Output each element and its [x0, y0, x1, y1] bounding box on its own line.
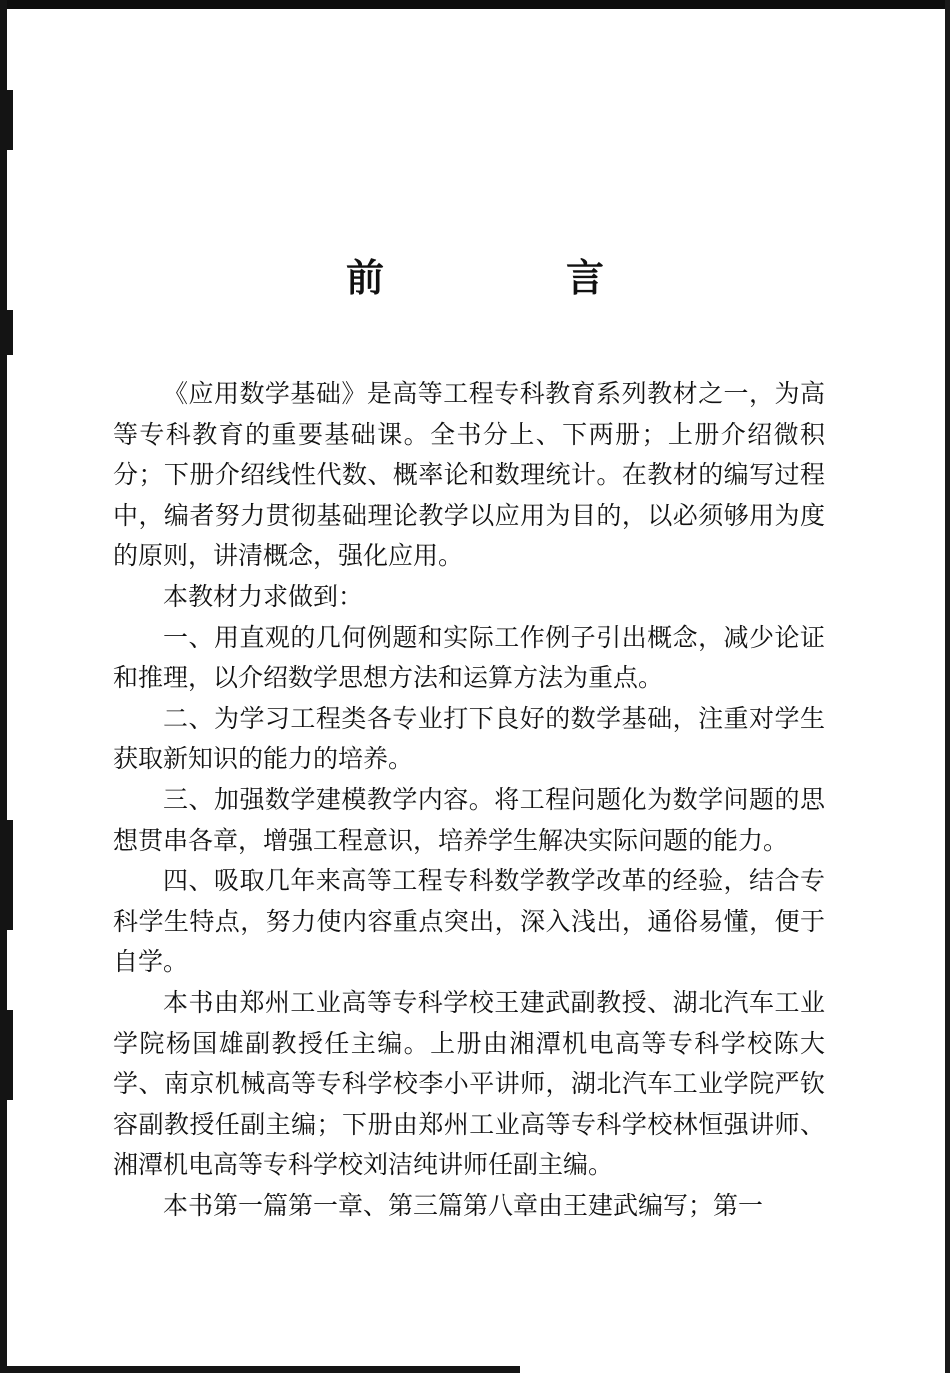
paragraph-goal-3: 三、加强数学建模教学内容。将工程问题化为数学问题的思想贯串各章，增强工程意识，培养学生解决实际问题的能力。	[113, 784, 825, 855]
scan-edge-left	[0, 0, 7, 1373]
paragraph-intro: 《应用数学基础》是高等工程专科教育系列教材之一，为高等专科教育的重要基础课。全书分上、下两册；上册介绍微积分；下册介绍线性代数、概率论和数理统计。在教材的编写过程中，编者努力贯彻基础理论教学以应用为目的，以必须够用为度的原则，讲清概念，强化应用。	[113, 379, 825, 571]
preface-body	[113, 374, 825, 1226]
paragraph-goal-1: 一、用直观的几何例题和实际工作例子引出概念，减少论证和推理，以介绍数学思想方法和运算方法为重点。	[113, 622, 825, 693]
scan-edge-bottom	[0, 1366, 520, 1373]
page-title: 前 言	[345, 256, 676, 301]
paragraph-editors: 本书由郑州工业高等专科学校王建武副教授、湖北汽车工业学院杨国雄副教授任主编。上册由湘潭机电高等专科学校陈大学、南京机械高等专科学校李小平讲师，湖北汽车工业学院严钦容副教授任副主编；下册由郑州工业高等专科学校林恒强讲师、湘潭机电高等专科学校刘洁纯讲师任副主编。	[113, 987, 825, 1180]
scan-edge-right	[945, 0, 950, 1373]
paragraph-authors: 本书第一篇第一章、第三篇第八章由王建武编写；第一	[163, 1190, 764, 1220]
scan-edge-left-notch	[0, 310, 13, 355]
paragraph-goals-heading: 本教材力求做到：	[163, 581, 364, 611]
scan-edge-left-notch	[0, 820, 13, 930]
paragraph-goal-4: 四、吸取几年来高等工程专科数学教学改革的经验，结合专科学生特点，努力使内容重点突出，深入浅出，通俗易懂，便于自学。	[113, 866, 825, 977]
scan-edge-left-notch	[0, 90, 13, 150]
paragraph-goal-2: 二、为学习工程类各专业打下良好的数学基础，注重对学生获取新知识的能力的培养。	[113, 703, 825, 774]
scan-edge-left-notch	[0, 1010, 13, 1100]
scan-edge-top	[0, 0, 950, 9]
